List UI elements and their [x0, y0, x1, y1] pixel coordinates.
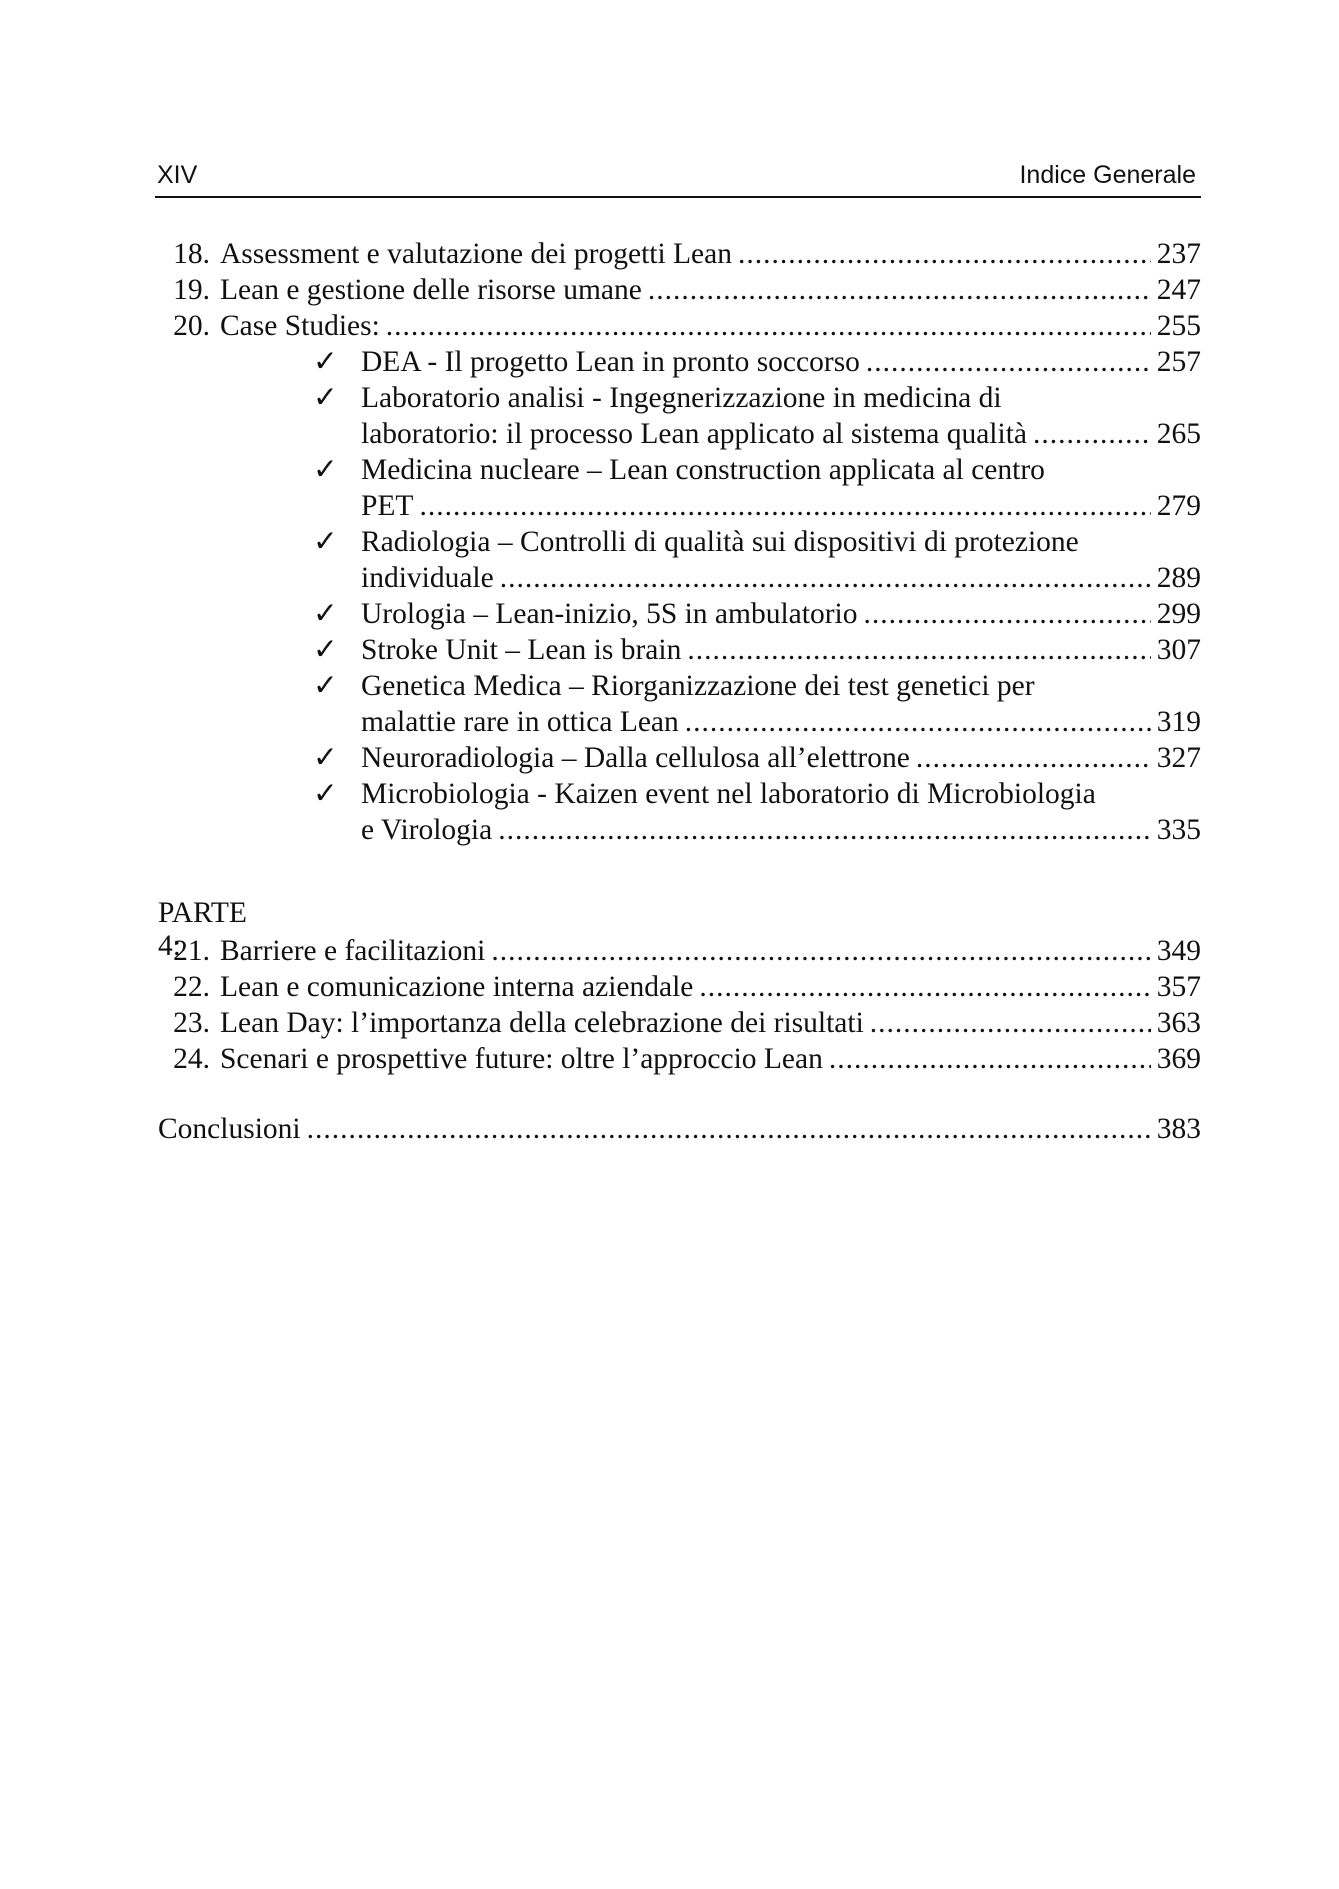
case-study-entry[interactable]: [361, 560, 1201, 596]
entry-title: Neuroradiologia – Dalla cellulosa all’elettrone: [361, 742, 910, 774]
case-study-entry[interactable]: [361, 812, 1201, 848]
dot-leader: [419, 488, 1150, 524]
entry-page: 307: [1156, 634, 1201, 666]
toc-entry[interactable]: [160, 969, 1201, 1005]
entry-number: 22.: [173, 971, 210, 1003]
dot-leader: [916, 740, 1151, 776]
entry-title: Lean e comunicazione interna aziendale: [220, 971, 694, 1003]
dot-leader: [829, 1041, 1151, 1077]
case-study-entry[interactable]: [361, 488, 1201, 524]
entry-title: DEA - Il progetto Lean in pronto soccorso: [361, 346, 860, 378]
dot-leader: [386, 308, 1151, 344]
case-study-entry[interactable]: [361, 632, 1201, 668]
entry-page: 237: [1156, 238, 1201, 270]
entry-number: 19.: [173, 274, 210, 306]
entry-title: Radiologia – Controlli di qualità sui dispositivi di protezione: [361, 526, 1079, 558]
entry-title: Barriere e facilitazioni: [220, 935, 486, 967]
entry-page: 299: [1156, 598, 1201, 630]
checkmark-icon: ✓: [313, 346, 338, 378]
entry-page: 369: [1156, 1043, 1201, 1075]
toc-entry[interactable]: [160, 1005, 1201, 1041]
dot-leader: [687, 632, 1150, 668]
checkmark-icon: ✓: [313, 742, 338, 774]
toc-entry[interactable]: [160, 933, 1201, 969]
entry-number: 20.: [173, 310, 210, 342]
entry-title: Case Studies:: [220, 310, 380, 342]
toc-entry[interactable]: [160, 272, 1201, 308]
toc-entry[interactable]: [160, 236, 1201, 272]
dot-leader: [738, 236, 1151, 272]
dot-leader: [699, 969, 1150, 1005]
entry-title: Conclusioni: [158, 1113, 301, 1145]
dot-leader: [685, 704, 1151, 740]
checkmark-icon: ✓: [313, 634, 338, 666]
dot-leader: [870, 1005, 1151, 1041]
entry-page: 265: [1156, 418, 1201, 450]
entry-title: Assessment e valutazione dei progetti Lean: [220, 238, 732, 270]
entry-title: Scenari e prospettive future: oltre l’approccio Lean: [220, 1043, 823, 1075]
entry-title: Urologia – Lean-inizio, 5S in ambulatorio: [361, 598, 858, 630]
entry-page: 383: [1156, 1113, 1201, 1145]
entry-page: 335: [1156, 814, 1201, 846]
dot-leader: [866, 344, 1151, 380]
entry-title-cont: PET: [361, 490, 414, 522]
entry-page: 327: [1156, 742, 1201, 774]
entry-title-cont: e Virologia: [361, 814, 493, 846]
entry-page: 349: [1156, 935, 1201, 967]
page-header: [155, 156, 1201, 198]
toc-entry-conclusions[interactable]: [158, 1111, 1201, 1147]
entry-page: 247: [1156, 274, 1201, 306]
entry-title-cont: laboratorio: il processo Lean applicato al sistema qualità: [361, 418, 1027, 450]
entry-title: Genetica Medica – Riorganizzazione dei test genetici per: [361, 670, 1035, 702]
checkmark-icon: ✓: [313, 670, 338, 702]
toc-entry[interactable]: [160, 308, 1201, 344]
dot-leader: [863, 596, 1150, 632]
entry-page: 257: [1156, 346, 1201, 378]
entry-page: 289: [1156, 562, 1201, 594]
dot-leader: [1033, 416, 1151, 452]
entry-page: 319: [1156, 706, 1201, 738]
dot-leader: [491, 933, 1150, 969]
checkmark-icon: ✓: [313, 778, 338, 810]
entry-title-cont: individuale: [361, 562, 494, 594]
dot-leader: [648, 272, 1151, 308]
checkmark-icon: ✓: [313, 526, 338, 558]
entry-title: Laboratorio analisi - Ingegnerizzazione in medicina di: [361, 382, 1002, 414]
entry-title-cont: malattie rare in ottica Lean: [361, 706, 679, 738]
entry-page: 279: [1156, 490, 1201, 522]
entry-number: 21.: [173, 935, 210, 967]
case-study-entry[interactable]: [361, 740, 1201, 776]
entry-number: 18.: [173, 238, 210, 270]
entry-title: Stroke Unit – Lean is brain: [361, 634, 682, 666]
case-study-entry[interactable]: [361, 416, 1201, 452]
checkmark-icon: ✓: [313, 598, 338, 630]
entry-page: 363: [1156, 1007, 1201, 1039]
entry-title: Microbiologia - Kaizen event nel laboratorio di Microbiologia: [361, 778, 1096, 810]
dot-leader: [498, 812, 1151, 848]
part-heading: PARTE 4:: [158, 897, 247, 962]
entry-page: 255: [1156, 310, 1201, 342]
toc-entry[interactable]: [160, 1041, 1201, 1077]
entry-number: 23.: [173, 1007, 210, 1039]
dot-leader: [500, 560, 1151, 596]
case-study-entry[interactable]: [361, 704, 1201, 740]
entry-title: Lean Day: l’importanza della celebrazione dei risultati: [220, 1007, 864, 1039]
entry-title: Lean e gestione delle risorse umane: [220, 274, 642, 306]
running-title: Indice Generale: [1019, 161, 1196, 189]
checkmark-icon: ✓: [313, 454, 338, 486]
entry-number: 24.: [173, 1043, 210, 1075]
dot-leader: [307, 1111, 1151, 1147]
page-number: XIV: [157, 161, 198, 189]
entry-page: 357: [1156, 971, 1201, 1003]
case-study-entry[interactable]: [361, 596, 1201, 632]
checkmark-icon: ✓: [313, 382, 338, 414]
entry-title: Medicina nucleare – Lean construction applicata al centro: [361, 454, 1045, 486]
case-study-entry[interactable]: [361, 344, 1201, 380]
